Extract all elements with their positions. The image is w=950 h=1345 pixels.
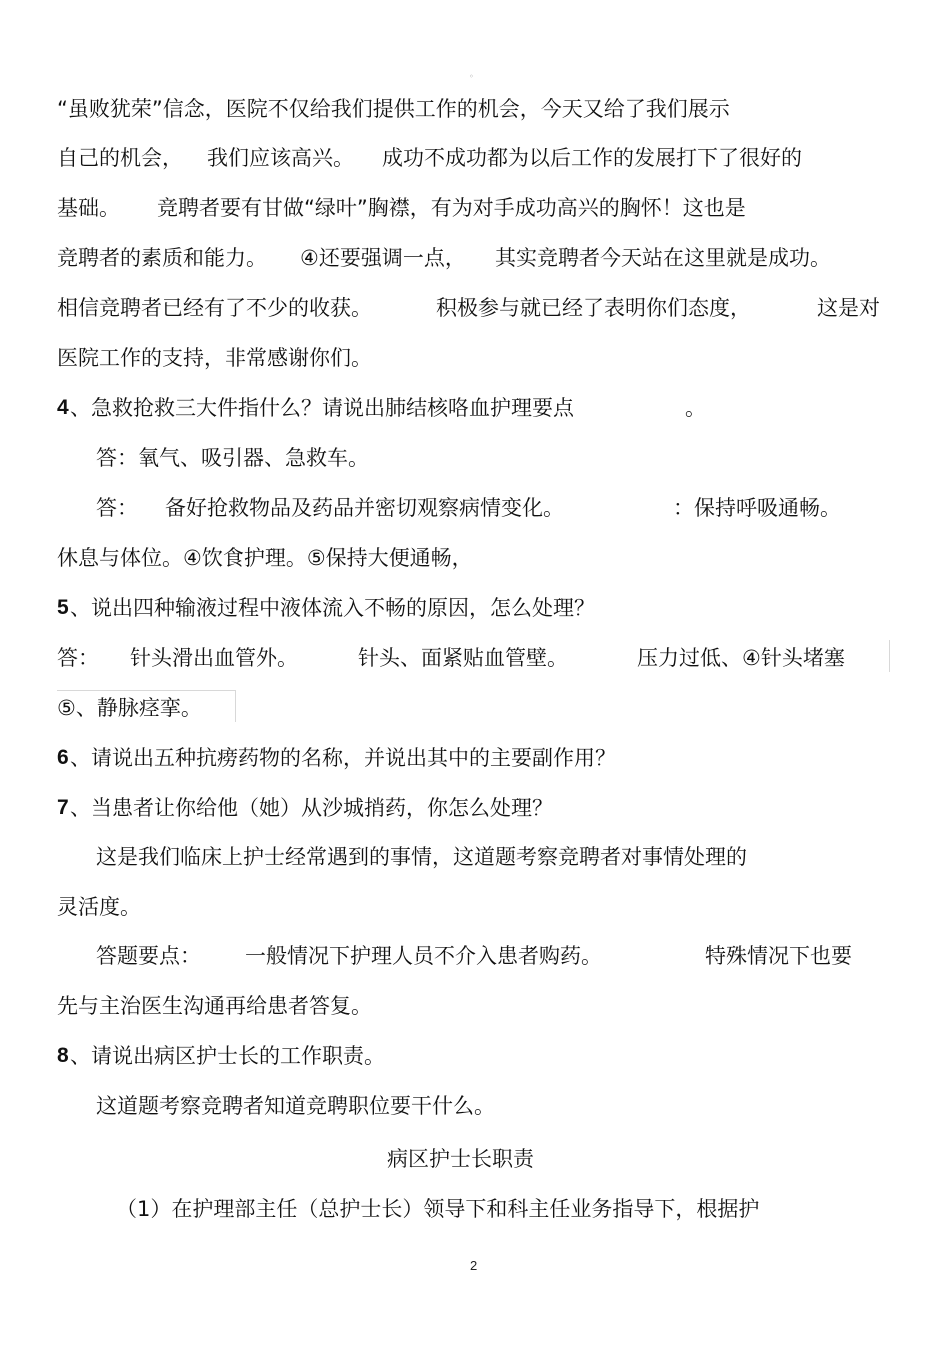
text-segment: 压力过低、④针头堵塞 xyxy=(637,646,845,670)
text-segment: 灵活度。 xyxy=(57,895,141,919)
section-title xyxy=(0,1145,534,1201)
text-segment: 备好抢救物品及药品并密切观察病情变化。 xyxy=(165,496,564,520)
question-number: 5 xyxy=(57,596,69,619)
text-segment: “虽败犹荣”信念，医院不仅给我们提供工作的机会，今天又给了我们展示 xyxy=(57,97,730,121)
question-number: 6 xyxy=(57,746,69,769)
text-segment: 。 xyxy=(685,396,706,420)
text-segment: 这道题考察竞聘者知道竞聘职位要干什么。 xyxy=(96,1094,495,1118)
table-edge xyxy=(889,640,890,672)
text-segment: 这是我们临床上护士经常遇到的事情，这道题考察竞聘者对事情处理的 xyxy=(96,845,747,869)
text-line xyxy=(0,992,372,1048)
text-segment: 答： xyxy=(96,496,138,520)
text-line xyxy=(0,694,202,750)
text-segment: 医院工作的支持，非常感谢你们。 xyxy=(57,346,372,370)
text-segment: 成功不成功都为以后工作的发展打下了很好的 xyxy=(382,146,802,170)
text-line xyxy=(0,1195,760,1251)
text-segment: ⑤、静脉痉挛。 xyxy=(57,696,202,720)
text-segment: 答题要点： xyxy=(96,944,201,968)
section-title-text: 病区护士长职责 xyxy=(387,1147,534,1171)
text-segment: 相信竞聘者已经有了不少的收获。 xyxy=(57,296,372,320)
table-edge xyxy=(235,690,236,722)
text-segment: 积极参与就已经了表明你们态度， xyxy=(436,296,751,320)
text-segment: 、说出四种输液过程中液体流入不畅的原因，怎么处理？ xyxy=(70,596,595,620)
text-segment: 针头、面紧贴血管壁。 xyxy=(358,646,568,670)
text-line xyxy=(0,843,747,899)
text-segment: 答：氧气、吸引器、急救车。 xyxy=(96,446,369,470)
text-segment: 其实竞聘者今天站在这里就是成功。 xyxy=(495,246,831,270)
text-segment: 针头滑出血管外。 xyxy=(130,646,298,670)
question-number: 7 xyxy=(57,796,69,819)
text-line xyxy=(0,95,730,151)
text-line xyxy=(0,1092,495,1148)
text-segment: 这是对 xyxy=(817,296,880,320)
text-line xyxy=(0,544,473,600)
text-segment: 、急救抢救三大件指什么？请说出肺结核咯血护理要点 xyxy=(70,396,574,420)
page-number: 2 xyxy=(470,1258,478,1273)
text-segment: 竞聘者要有甘做“绿叶”胸襟，有为对手成功高兴的胸怀！这也是 xyxy=(157,196,746,220)
table-edge xyxy=(57,690,235,691)
text-segment: 竞聘者的素质和能力。 xyxy=(57,246,267,270)
text-segment: 基础。 xyxy=(57,196,120,220)
text-segment: 休息与体位。④饮食护理。⑤保持大便通畅， xyxy=(57,546,473,570)
text-segment: 特殊情况下也要 xyxy=(705,944,852,968)
question-number: 4 xyxy=(57,396,69,419)
text-line xyxy=(0,893,141,949)
text-segment: ：保持呼吸通畅。 xyxy=(673,496,841,520)
text-segment: ④还要强调一点， xyxy=(300,246,466,270)
text-segment: 一般情况下护理人员不介入患者购药。 xyxy=(245,944,602,968)
header-mark: ◦ xyxy=(469,72,474,81)
text-segment: （1）在护理部主任（总护士长）领导下和科主任业务指导下，根据护 xyxy=(116,1197,760,1221)
text-segment: 、请说出病区护士长的工作职责。 xyxy=(70,1044,385,1068)
text-segment: 、请说出五种抗痨药物的名称，并说出其中的主要副作用？ xyxy=(70,746,616,770)
text-line xyxy=(0,444,369,500)
question-number: 8 xyxy=(57,1044,69,1067)
text-segment: 自己的机会， xyxy=(57,146,183,170)
text-segment: 答： xyxy=(57,646,99,670)
text-line xyxy=(0,344,372,400)
text-segment: 、当患者让你给他（她）从沙城捎药，你怎么处理？ xyxy=(70,796,553,820)
text-segment: 先与主治医生沟通再给患者答复。 xyxy=(57,994,372,1018)
text-segment: 我们应该高兴。 xyxy=(207,146,354,170)
